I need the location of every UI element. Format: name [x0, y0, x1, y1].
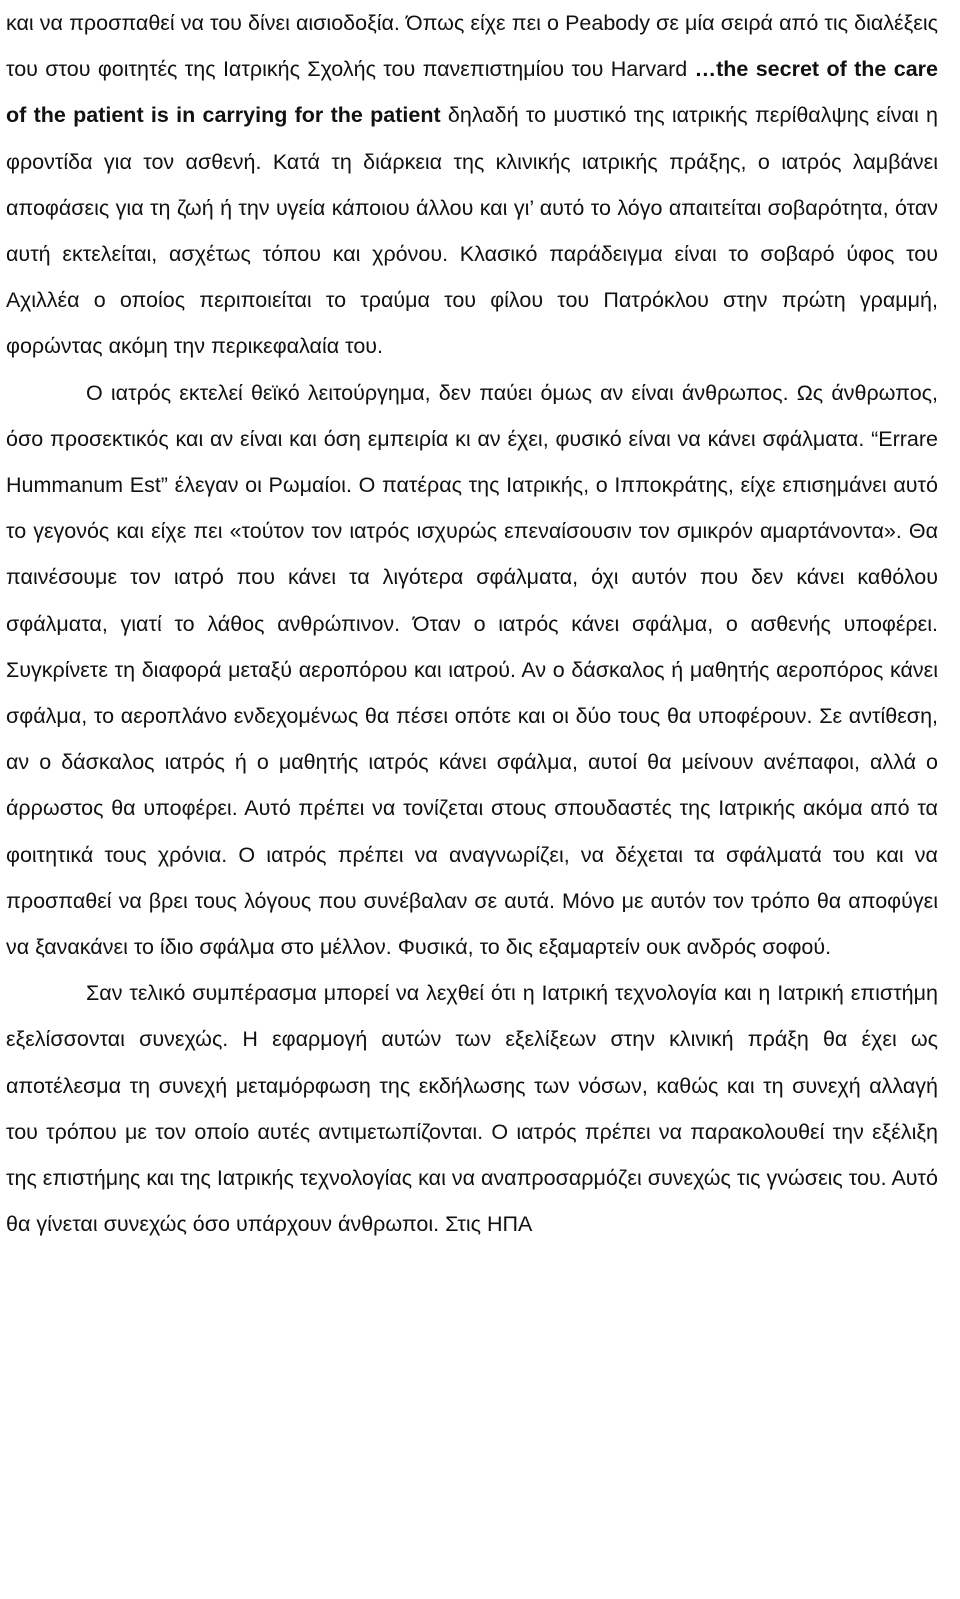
peabody-quote: …the secret of the care of the patient is in carrying for the patient — [6, 57, 938, 128]
document-page — [6, 0, 938, 1247]
paragraph-3: Σαν τελικό συμπέρασμα μπορεί να λεχθεί ότι η Ιατρική τεχνολογία και η Ιατρική επιστήμη εξελίσσονται συνεχώς. Η εφαρμογή αυτών των εξελίξεων στην κλινική πράξη θα έχει ως αποτέλεσμα τη συνεχή μεταμόρφωση της εκδήλωσης των νόσων, καθώς και τη συνεχή αλλαγή του τρόπου με τον οποίο αυτές αντιμετωπίζονται. Ο ιατρός πρέπει να παρακολουθεί την εξέλιξη της επιστήμης και της Ιατρικής τεχνολογίας και να αναπροσαρμόζει συνεχώς τις γνώσεις του. Αυτό θα γίνεται συνεχώς όσο υπάρχουν άνθρωποι. Στις ΗΠΑ — [6, 981, 938, 1237]
paragraph-2: Ο ιατρός εκτελεί θεϊκό λειτούργημα, δεν παύει όμως αν είναι άνθρωπος. Ως άνθρωπος, όσο προσεκτικός και αν είναι και όση εμπειρία κι αν έχει, φυσικό είναι να κάνει σφάλματα. “Errare Hummanum Est” έλεγαν οι Ρωμαίοι. Ο πατέρας της Ιατρικής, ο Ιπποκράτης, είχε επισημάνει αυτό το γεγονός και είχε πει «τούτον τον ιατρός ισχυρώς επεναίσουσιν τον σμικρόν αμαρτάνοντα». Θα παινέσουμε τον ιατρό που κάνει τα λιγότερα σφάλματα, όχι αυτόν που δεν κάνει καθόλου σφάλματα, γιατί το λάθος ανθρώπινον. Όταν ο ιατρός κάνει σφάλμα, ο ασθενής υποφέρει. Συγκρίνετε τη διαφορά μεταξύ αεροπόρου και ιατρού. Αν ο δάσκαλος ή μαθητής αεροπόρος κάνει σφάλμα, το αεροπλάνο ενδεχομένως θα πέσει οπότε και οι δύο τους θα υποφέρουν. Σε αντίθεση, αν ο δάσκαλος ιατρός ή ο μαθητής ιατρός κάνει σφάλμα, αυτοί θα μείνουν ανέπαφοι, αλλά ο άρρωστος θα υποφέρει. Αυτό πρέπει να τονίζεται στους σπουδαστές της Ιατρικής ακόμα από τα φοιτητικά τους χρόνια. Ο ιατρός πρέπει να αναγνωρίζει, να δέχεται τα σφάλματά του και να προσπαθεί να βρει τους λόγους που συνέβαλαν σε αυτά. Μόνο με αυτόν τον τρόπο θα αποφύγει να ξανακάνει το ίδιο σφάλμα στο μέλλον. Φυσικά, το δις εξαμαρτείν ουκ ανδρός σοφού. — [6, 380, 938, 960]
paragraph-1-text-b: δηλαδή το μυστικό της ιατρικής περίθαλψης είναι η φροντίδα για τον ασθενή. Κατά τη διάρκεια της κλινικής ιατρικής πράξης, ο ιατρός λαμβάνει αποφάσεις για τη ζωή ή την υγεία κάποιου άλλου και γι’ αυτό το λόγο απαιτείται σοβαρότητα, όταν αυτή εκτελείται, ασχέτως τόπου και χρόνου. Κλασικό παράδειγμα είναι το σοβαρό ύφος του Αχιλλέα ο οποίος περιποιείται το τραύμα του φίλου του Πατρόκλου στην πρώτη γραμμή, φορώντας ακόμη την περικεφαλαία του. — [6, 103, 938, 359]
paragraph-1-text-a: και να προσπαθεί να του δίνει αισιοδοξία. Όπως είχε πει ο Peabody σε μία σειρά από τις διαλέξεις του στου φοιτητές της Ιατρικής Σχολής του πανεπιστημίου του Harvard — [6, 11, 938, 82]
paragraph-1 — [6, 0, 938, 370]
